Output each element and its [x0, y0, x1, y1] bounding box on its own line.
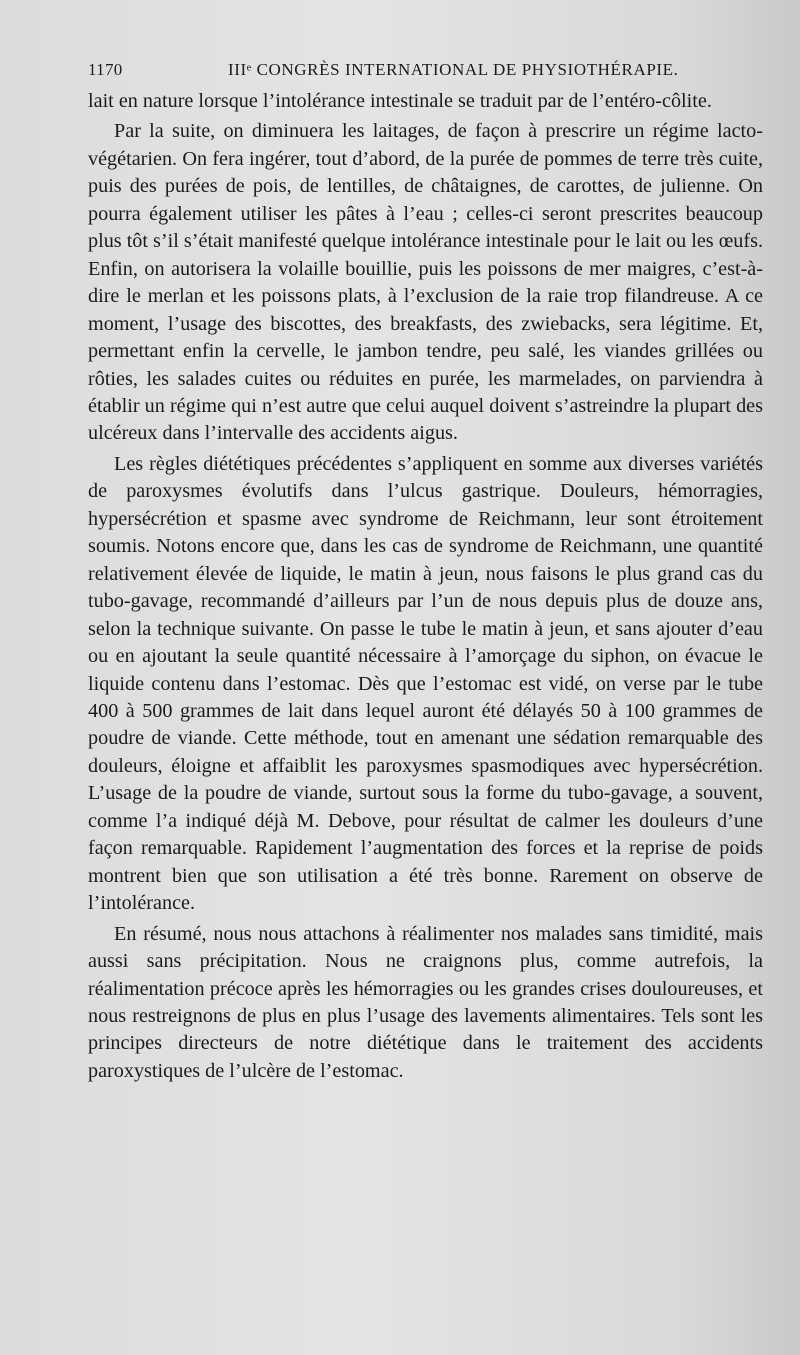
page-number: 1170: [88, 60, 123, 79]
paragraph-regime: Par la suite, on diminuera les laitages, de façon à prescrire un régime lacto-végétarien. On fera ingérer, tout d’abord, de la purée de pommes de terre très cuite, puis des purées de pois, de lentilles, de châtaignes, de carottes, de julienne. On pourra également utiliser les pâtes à l’eau ; celles-ci seront prescrites beaucoup plus tôt s’il s’était manifesté quelque intolérance intestinale pour le lait ou les œufs. Enfin, on autorisera la volaille bouillie, puis les poissons de mer maigres, c’est-à-dire le merlan et les poissons plats, à l’exclusion de la raie trop filandreuse. A ce moment, l’usage des biscottes, des breakfasts, des zwiebacks, sera légitime. Et, permettant enfin la cervelle, le jambon tendre, peu salé, les viandes grillées ou rôties, les salades cuites ou réduites en purée, les marmelades, on parviendra à établir un régime qui n’est autre que celui auquel doivent s’astreindre la plupart des ulcéreux dans l’intervalle des accidents aigus.: [88, 120, 763, 445]
page-header: [88, 60, 763, 84]
running-title: IIIᵉ CONGRÈS INTERNATIONAL DE PHYSIOTHÉRAPIE.: [228, 60, 679, 79]
body-text: [88, 88, 763, 1085]
paragraph-resume: En résumé, nous nous attachons à réalimenter nos malades sans timidité, mais aussi sans précipitation. Nous ne craignons plus, comme autrefois, la réalimentation précoce après les hémorragies ou les grandes crises douloureuses, et nous restreignons de plus en plus l’usage des lavements alimentaires. Tels sont les principes directeurs de notre diététique dans le traitement des accidents paroxystiques de l’ulcère de l’estomac.: [88, 922, 763, 1082]
paragraph-continuation: lait en nature lorsque l’intolérance intestinale se traduit par de l’entéro-côlite.: [88, 90, 712, 112]
paragraph-regles-dietetiques: Les règles diététiques précédentes s’appliquent en somme aux diverses variétés de paroxysmes évolutifs dans l’ulcus gastrique. Douleurs, hémorragies, hypersécrétion et spasme avec syndrome de Reichmann, leur sont étroitement soumis. Notons encore que, dans les cas de syndrome de Reichmann, une quantité relativement élevée de liquide, le matin à jeun, nous faisons le plus grand cas du tubo-gavage, recommandé d’ailleurs par l’un de nous depuis plus de douze ans, selon la technique suivante. On passe le tube le matin à jeun, et sans ajouter d’eau ou en ajoutant la seule quantité nécessaire à l’amorçage du siphon, on évacue le liquide contenu dans l’estomac. Dès que l’estomac est vidé, on verse par le tube 400 à 500 grammes de lait dans lequel auront été délayés 50 à 100 grammes de poudre de viande. Cette méthode, tout en amenant une sédation remarquable des douleurs, éloigne et affaiblit les paroxysmes spasmodiques avec hypersécrétion. L’usage de la poudre de viande, surtout sous la forme du tubo-gavage, a souvent, comme l’a indiqué déjà M. Debove, pour résultat de calmer les douleurs d’une façon remarquable. Rapidement l’augmentation des forces et la reprise de poids montrent bien que son utilisation a été très bonne. Rarement on observe de l’intolérance.: [88, 452, 763, 915]
